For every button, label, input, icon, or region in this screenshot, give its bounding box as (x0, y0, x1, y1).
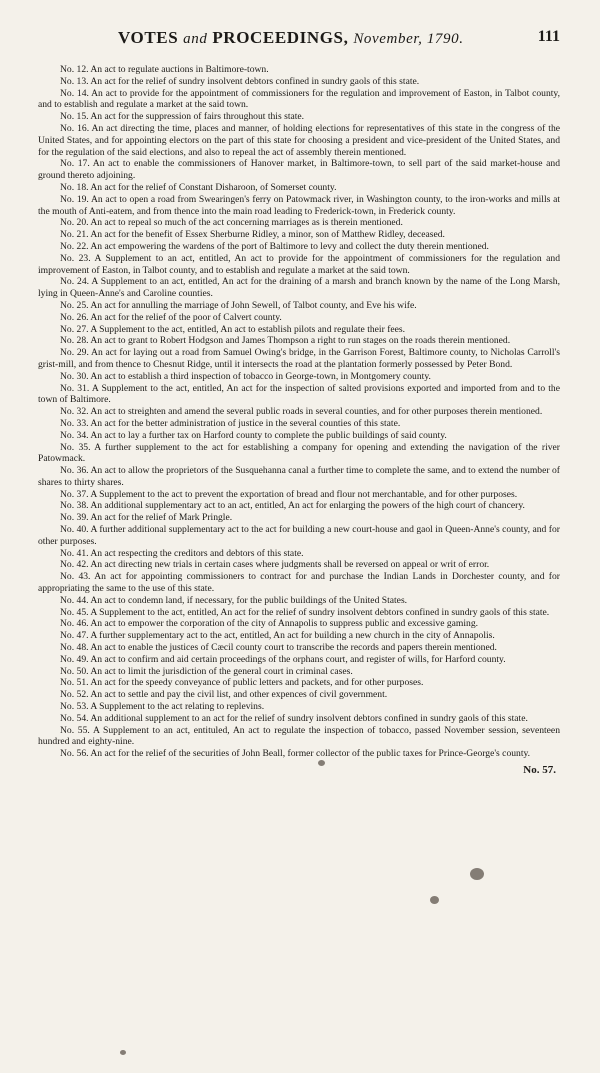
act-entry: No. 34. An act to lay a further tax on Harford county to complete the public buildings of said county. (60, 429, 447, 441)
page-number: 111 (537, 28, 560, 45)
act-entry: No. 18. An act for the relief of Constant Disharoon, of Somerset county. (60, 181, 337, 193)
act-entry: No. 42. An act directing new trials in certain cases where judgments shall be reversed on appeal or writ of error. (60, 559, 490, 571)
act-entry: No. 35. A further supplement to the act for establishing a company for opening and extending the navigation of the river Patowmack. (38, 441, 560, 465)
act-entry: No. 47. A further supplementary act to the act, entitled, An act for building a new church in the city of Annapolis. (60, 630, 495, 642)
act-entry: No. 37. A Supplement to the act to prevent the exportation of bread and flour not merchantable, and for other purposes. (60, 488, 518, 500)
ink-stain (318, 760, 325, 766)
act-entry: No. 54. An additional supplement to an act for the relief of sundry insolvent debtors confined in sundry gaols of this state. (60, 712, 528, 724)
act-entry: No. 40. A further additional supplementary act to the act for building a new court-house and gaol in Queen-Anne's county, and for other purposes. (38, 524, 560, 547)
act-entry: No. 53. A Supplement to the act relating to replevins. (60, 701, 265, 713)
act-entry: No. 21. An act for the benefit of Essex Sherburne Ridley, a minor, son of Matthew Ridley, deceased. (60, 229, 445, 241)
act-entry: No. 31. A Supplement to the act, entitled, An act for the inspection of salted provisions exported and imported from and to the town of Baltimore. (38, 382, 560, 406)
act-entry: No. 36. An act to allow the proprietors of the Susquehanna canal a further time to complete the same, and to extend the number of shares to thirty shares. (38, 465, 560, 488)
act-entry: No. 33. An act for the better administration of justice in the several counties of this state. (60, 417, 401, 429)
act-entry: No. 29. An act for laying out a road from Samuel Owing's bridge, in the Garrison Forest, Baltimore county, to Nicholas Carroll's grist-mill, and from thence to Chesnut Ridge, until it intersects the road at the plantation formerly possessed by Peter Bond. (38, 347, 560, 370)
act-entry: No. 26. An act for the relief of the poor of Calvert county. (60, 311, 282, 323)
ink-stain (470, 868, 484, 880)
act-entry: No. 55. A Supplement to an act, entituled, An act to regulate the inspection of tobacco, passed November session, seventeen hundred and eighty-nine. (38, 724, 560, 748)
title-and: and (183, 31, 208, 47)
page-header (38, 28, 560, 56)
act-entry: No. 30. An act to establish a third inspection of tobacco in George-town, in Montgomery county. (60, 370, 431, 382)
act-entry: No. 52. An act to settle and pay the civil list, and other expences of civil government. (60, 689, 388, 701)
title-date: November, 1790. (353, 31, 464, 47)
act-entry: No. 56. An act for the relief of the securities of John Beall, former collector of the public taxes for Prince-George's county. (60, 748, 531, 760)
act-entry: No. 23. A Supplement to an act, entitled, An act to provide for the appointment of commissioners for the regulation and improvement of Easton, in Talbot county, and to establish and regulate a market at the said town. (38, 252, 560, 276)
act-entry: No. 15. An act for the suppression of fairs throughout this state. (60, 111, 305, 123)
act-entry: No. 38. An additional supplementary act to an act, entitled, An act for enlarging the powers of the high court of chancery. (60, 500, 525, 512)
act-entry: No. 19. An act to open a road from Swearingen's ferry on Patowmack river, in Washington county, to the iron-works and mills at the mouth of Anti-eatem, and from thence into the main road leading to Frederick-town, in Frederick county. (38, 193, 560, 217)
act-entry: No. 20. An act to repeal so much of the act concerning marriages as is therein mentioned. (60, 217, 403, 229)
act-entry: No. 22. An act empowering the wardens of the port of Baltimore to levy and collect the duty therein mentioned. (60, 240, 489, 252)
act-entry: No. 12. An act to regulate auctions in Baltimore-town. (60, 64, 269, 75)
title-proceedings: PROCEEDINGS, (212, 28, 349, 47)
act-entry: No. 16. An act directing the time, places and manner, of holding elections for representatives of this state in the congress of the United States, and for appointing electors on the part of this state for choosing a president and vice-president of the United States, and for the regulation of the said elections, and also to repeal the act of assembly therein mentioned. (38, 122, 560, 158)
ink-stain (120, 1050, 126, 1055)
act-entry: No. 51. An act for the speedy conveyance of public letters and packets, and for other purposes. (60, 677, 424, 689)
act-entry: No. 44. An act to condemn land, if necessary, for the public buildings of the United States. (60, 594, 408, 606)
act-entry: No. 27. A Supplement to the act, entitled, An act to establish pilots and regulate their fees. (60, 323, 406, 335)
catchword: No. 57. (523, 764, 556, 777)
act-entry: No. 50. An act to limit the jurisdiction of the general court in criminal cases. (60, 665, 353, 677)
act-entry: No. 32. An act to streighten and amend the several public roads in several counties, and for other purposes therein mentioned. (60, 406, 543, 418)
act-entry: No. 17. An act to enable the commissioners of Hanover market, in Baltimore-town, to sell part of the said market-house and ground thereto adjoining. (38, 158, 560, 182)
act-entry: No. 14. An act to provide for the appointment of commissioners for the regulation and improvement of Easton, in Talbot county, and to establish and regulate a market at the said town. (38, 87, 560, 111)
running-title (118, 28, 464, 48)
act-entry: No. 41. An act respecting the creditors and debtors of this state. (60, 547, 304, 559)
act-entry: No. 46. An act to empower the corporation of the city of Annapolis to suppress public and excessive gaming. (60, 618, 479, 630)
act-entry: No. 13. An act for the relief of sundry insolvent debtors confined in sundry gaols of this state. (60, 75, 420, 87)
act-entry: No. 39. An act for the relief of Mark Pringle. (60, 512, 233, 524)
act-entry: No. 28. An act to grant to Robert Hodgson and James Thompson a right to run stages on the roads therein mentioned. (60, 335, 511, 347)
act-entry: No. 24. A Supplement to an act, entitled, An act for the draining of a marsh and branch known by the name of the Long Marsh, lying in Queen-Anne's and Caroline counties. (38, 276, 560, 300)
act-entry: No. 43. An act for appointing commissioners to contract for and purchase the Indian Lands in Dorchester county, and for appropriating the same to the use of this state. (38, 571, 560, 595)
act-entry: No. 45. A Supplement to the act, entitled, An act for the relief of sundry insolvent debtors confined in sundry gaols of this state. (60, 606, 550, 618)
act-entry: No. 49. An act to confirm and aid certain proceedings of the orphans court, and register of wills, for Harford county. (60, 653, 506, 665)
act-entry: No. 25. An act for annulling the marriage of John Sewell, of Talbot county, and Eve his wife. (60, 299, 417, 311)
ink-stain (430, 896, 439, 904)
acts-list (38, 64, 560, 760)
title-votes: VOTES (118, 28, 179, 47)
act-entry: No. 48. An act to enable the justices of Cæcil county court to transcribe the records and papers therein mentioned. (60, 642, 497, 654)
